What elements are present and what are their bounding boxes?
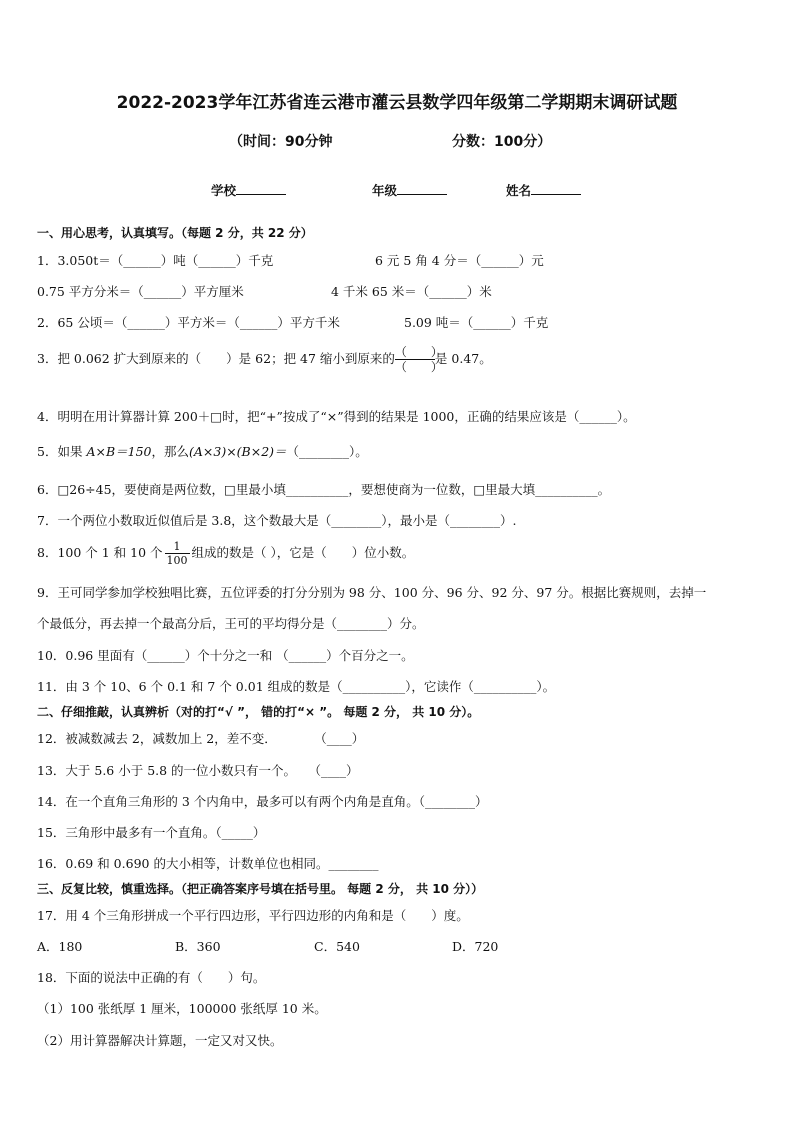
question-6: 6．□26÷45，要使商是两位数，□里最小填__________，要想使商为一位数，□里最大填__________。 [37, 482, 611, 497]
question-2b: 5.09 吨＝（______）千克 [404, 315, 549, 330]
time-label: （时间：90分钟 [229, 134, 333, 150]
question-15: 15．三角形中最多有一个直角。（_____） [37, 825, 266, 840]
grade-field[interactable] [372, 181, 447, 199]
grade-label: 年级 [372, 183, 398, 198]
question-9b: 个最低分，再去掉一个最高分后，王可的平均得分是（________）分。 [37, 616, 425, 631]
question-18: 18．下面的说法中正确的有（ ）句。 [37, 970, 266, 985]
question-5-pre: 5．如果 [37, 444, 83, 459]
school-label: 学校 [211, 183, 237, 198]
section-2-heading: 二、仔细推敲，认真辨析（对的打“√ ”， 错的打“× ”。 每题 2 分， 共 10 分）。 [37, 705, 480, 719]
question-17-option-a[interactable]: A．180 [37, 939, 83, 954]
question-17-option-b[interactable]: B．360 [175, 939, 221, 954]
question-8-post: 组成的数是（ ），它是（ ）位小数。 [191, 545, 415, 560]
question-18-statement-1: （1）100 张纸厚 1 厘米，100000 张纸厚 10 米。 [37, 1001, 327, 1016]
school-field[interactable] [211, 181, 286, 199]
question-17-option-c[interactable]: C．540 [314, 939, 360, 954]
question-5-post: （________）。 [286, 444, 368, 459]
question-3 [37, 345, 492, 374]
section-3-heading: 三、反复比较，慎重选择。（把正确答案序号填在括号里。 每题 2 分， 共 10 分）） [37, 882, 484, 896]
question-12: 12．被减数减去 2，减数加上 2，差不变． （____） [37, 731, 365, 746]
question-5-mid: ，那么 [151, 444, 189, 459]
question-8 [37, 540, 414, 567]
question-2a: 2．65 公顷＝（______）平方米＝（______）平方千米 [37, 315, 340, 330]
question-1d: 4 千米 65 米＝（______）米 [331, 284, 492, 299]
page-title: 2022-2023学年江苏省连云港市灌云县数学四年级第二学期期末调研试题 [116, 93, 678, 113]
school-blank[interactable] [236, 182, 286, 195]
fraction-denominator: 100 [166, 554, 188, 567]
question-1a: 1．3.050t＝（______）吨（______）千克 [37, 253, 274, 268]
question-5-equation-2: (A×3)×(B×2)＝ [189, 444, 287, 459]
question-7: 7．一个两位小数取近似值后是 3.8，这个数最大是（________），最小是（________）. [37, 513, 517, 528]
question-11: 11．由 3 个 10、6 个 0.1 和 7 个 0.01 组成的数是（__________），它读作（__________）。 [37, 679, 556, 694]
question-5 [37, 442, 368, 460]
fraction-numerator: 1 [165, 540, 190, 554]
question-8-pre: 8．100 个 1 和 10 个 [37, 545, 163, 560]
question-3-fraction [394, 345, 443, 374]
question-9a: 9．王可同学参加学校独唱比赛，五位评委的打分分别为 98 分、100 分、96 分、92 分、97 分。根据比赛规则，去掉一 [37, 585, 707, 600]
question-3-pre: 3．把 0.062 扩大到原来的（ ）是 62；把 47 缩小到原来的 [37, 351, 395, 366]
score-label: 分数：100分） [452, 134, 552, 150]
question-1c: 0.75 平方分米＝（______）平方厘米 [37, 284, 244, 299]
question-18-statement-2: （2）用计算器解决计算题，一定又对又快。 [37, 1033, 283, 1048]
question-17: 17．用 4 个三角形拼成一个平行四边形，平行四边形的内角和是（ ）度。 [37, 908, 469, 923]
question-17-option-d[interactable]: D．720 [452, 939, 499, 954]
fraction-bottom: （ ） [394, 360, 443, 374]
question-3-post: 是 0.47。 [434, 351, 492, 366]
question-4: 4．明明在用计算器计算 200＋□时，把“+”按成了“×”得到的结果是 1000，正确的结果应该是（______）。 [37, 409, 636, 424]
question-5-equation-1: A×B＝150 [86, 444, 152, 459]
grade-blank[interactable] [397, 182, 447, 195]
question-8-fraction [165, 540, 190, 567]
fraction-top: （ ） [394, 345, 443, 359]
question-1b: 6 元 5 角 4 分＝（______）元 [375, 253, 544, 268]
question-14: 14．在一个直角三角形的 3 个内角中，最多可以有两个内角是直角。（________） [37, 794, 488, 809]
question-16: 16．0.69 和 0.690 的大小相等，计数单位也相同。________ [37, 856, 379, 871]
section-1-heading: 一、用心思考，认真填写。（每题 2 分，共 22 分） [37, 226, 313, 240]
name-field[interactable] [506, 181, 581, 199]
question-13: 13．大于 5.6 小于 5.8 的一位小数只有一个。 （____） [37, 763, 359, 778]
name-label: 姓名 [506, 183, 532, 198]
question-10: 10．0.96 里面有（______）个十分之一和 （______）个百分之一。 [37, 648, 414, 663]
name-blank[interactable] [531, 182, 581, 195]
